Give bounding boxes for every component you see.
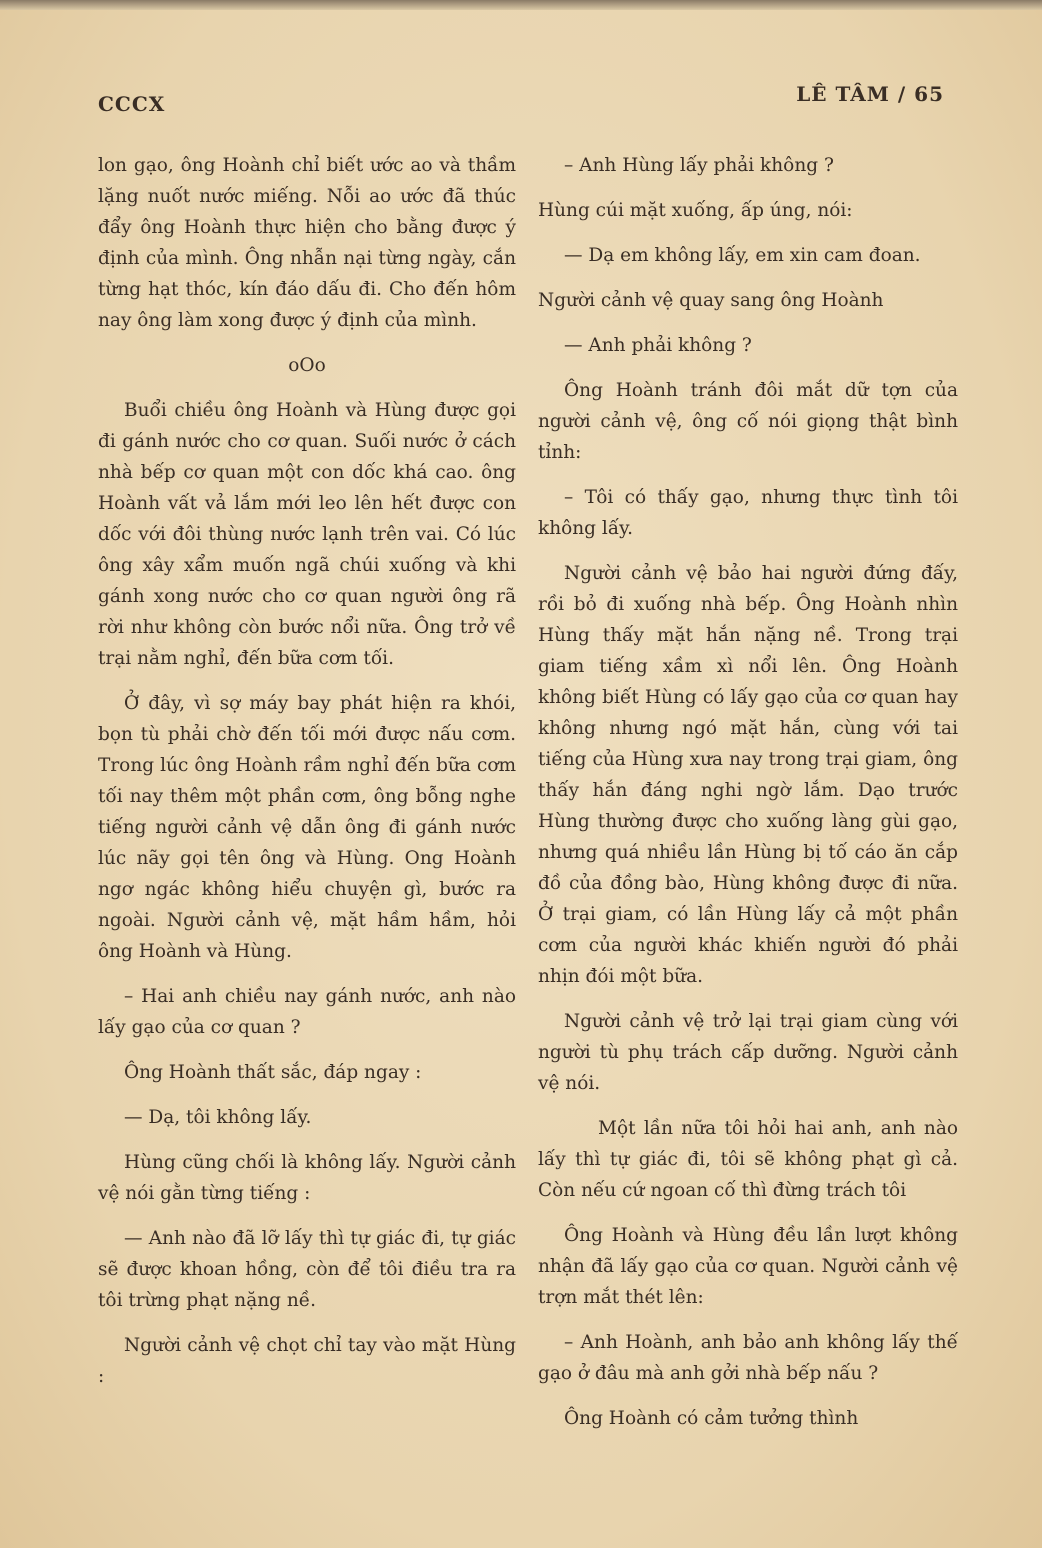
- dialogue-line: – Hai anh chiều nay gánh nước, anh nào lấy gạo của cơ quan ?: [98, 986, 516, 1038]
- paragraph: Ông Hoành có cảm tưởng thình: [564, 1408, 859, 1429]
- running-header-left: CCCX: [98, 92, 166, 116]
- left-column: [98, 150, 516, 1406]
- paragraph: Ở đây, vì sợ máy bay phát hiện ra khói, bọn tù phải chờ đến tối mới được nấu cơm. Trong lúc ông Hoành rầm nghỉ đến bữa cơm tối nay thêm một phần cơm, ông bỗng nghe tiếng người cảnh vệ dẫn ông đi gánh nước lúc nãy gọi tên ông và Hùng. Ong Hoành ngơ ngác không hiểu chuyện gì, bước ra ngoài. Người cảnh vệ, mặt hầm hầm, hỏi ông Hoành và Hùng.: [98, 693, 516, 962]
- right-column: [538, 150, 958, 1448]
- paragraph: Buổi chiều ông Hoành và Hùng được gọi đi gánh nước cho cơ quan. Suối nước ở cách nhà bếp cơ quan một con dốc khá cao. ông Hoành vất vả lắm mới leo lên hết được con dốc với đôi thùng nước lạnh trên vai. Có lúc ông xây xẩm muốn ngã chúi xuống và khi gánh xong nước cho cơ quan người ông rã rời như không còn bước nổi nữa. Ông trở về trại nằm nghỉ, đến bữa cơm tối.: [98, 400, 516, 669]
- dialogue-line: – Anh Hùng lấy phải không ?: [564, 155, 834, 176]
- paragraph: Người cảnh vệ bảo hai người đứng đấy, rồi bỏ đi xuống nhà bếp. Ông Hoành nhìn Hùng thấy mặt hắn nặng nề. Trong trại giam tiếng xầm xì nổi lên. Ông Hoành không biết Hùng có lấy gạo của cơ quan hay không nhưng ngó mặt hắn, cùng với tai tiếng của Hùng xưa nay trong trại giam, ông thấy hắn đáng nghi ngờ lắm. Dạo trước Hùng thường được cho xuống làng gùi gạo, nhưng quá nhiều lần Hùng bị tố cáo ăn cắp đồ của đồng bào, Hùng không được đi nữa. Ở trại giam, có lần Hùng lấy cả một phần cơm của người khác khiến người đó phải nhịn đói một bữa.: [538, 563, 958, 987]
- dialogue-line: – Anh Hoành, anh bảo anh không lấy thế gạo ở đâu mà anh gởi nhà bếp nấu ?: [538, 1332, 958, 1384]
- dialogue-line: — Dạ, tôi không lấy.: [124, 1107, 312, 1128]
- running-header-right: LÊ TÂM / 65: [796, 82, 944, 106]
- paragraph: Ông Hoành và Hùng đều lần lượt không nhận đã lấy gạo của cơ quan. Người cảnh vệ trợn mắt thét lên:: [538, 1225, 958, 1308]
- paragraph: Hùng cúi mặt xuống, ấp úng, nói:: [538, 200, 853, 221]
- section-divider: oOo: [288, 355, 326, 376]
- paragraph: lon gạo, ông Hoành chỉ biết ước ao và thầm lặng nuốt nước miếng. Nỗi ao ước đã thúc đẩy ông Hoành thực hiện cho bằng được ý định của mình. Ông nhẫn nại từng ngày, cắn từng hạt thóc, kín đáo dấu đi. Cho đến hôm nay ông làm xong được ý định của mình.: [98, 155, 516, 331]
- paragraph: Người cảnh vệ quay sang ông Hoành: [538, 290, 884, 311]
- paragraph: Người cảnh vệ chọt chỉ tay vào mặt Hùng :: [98, 1335, 516, 1387]
- dialogue-line: – Tôi có thấy gạo, nhưng thực tình tôi không lấy.: [538, 487, 958, 539]
- paragraph: Ông Hoành thất sắc, đáp ngay :: [124, 1062, 422, 1083]
- paragraph: Ông Hoành tránh đôi mắt dữ tợn của người cảnh vệ, ông cố nói giọng thật bình tỉnh:: [538, 380, 958, 463]
- dialogue-line: — Anh phải không ?: [564, 335, 752, 356]
- paragraph: Hùng cũng chối là không lấy. Người cảnh vệ nói gằn từng tiếng :: [98, 1152, 516, 1204]
- page-top-edge: [0, 0, 1042, 10]
- dialogue-line: — Dạ em không lấy, em xin cam đoan.: [564, 245, 921, 266]
- dialogue-line: — Anh nào đã lỡ lấy thì tự giác đi, tự giác sẽ được khoan hồng, còn để tôi điều tra ra tôi trừng phạt nặng nề.: [98, 1228, 516, 1311]
- dialogue-line: Một lần nữa tôi hỏi hai anh, anh nào lấy thì tự giác đi, tôi sẽ không phạt gì cả. Còn nếu cứ ngoan cố thì đừng trách tôi: [538, 1118, 958, 1201]
- paragraph: Người cảnh vệ trở lại trại giam cùng với người tù phụ trách cấp dưỡng. Người cảnh vệ nói.: [538, 1011, 958, 1094]
